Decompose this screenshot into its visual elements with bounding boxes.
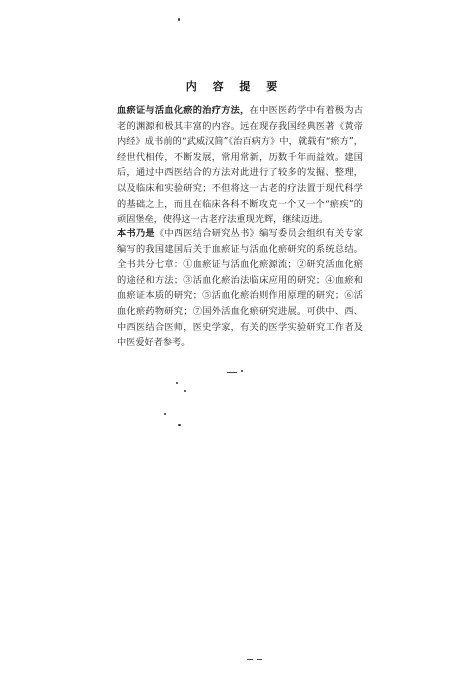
- scan-speck: [178, 424, 181, 426]
- summary-paragraph-1: [117, 103, 363, 228]
- scan-mark: [247, 659, 253, 660]
- paragraph-1-text: 在中医医药学中有着极为古老的渊源和极其丰富的内容。远在现存我国经典医著《黄帝内经》成书前的“武威汉简”《治百病方》中，就载有“瘀方”，经世代相传，不断发展，常用常新，历数千年而益效。建国后，通过中西医结合的方法对此进行了较多的发掘、整理，以及临床和实验研究；不但将这一古老的疗法置于现代科学的基础之上，而且在临床各科不断攻克一个又一个“瘀疾”的顽固堡垒，使得这一古老疗法重现光辉，继续迈进。: [117, 105, 364, 226]
- page-heading: 内 容 提 要: [185, 80, 284, 93]
- scan-mark: [257, 659, 262, 660]
- scan-mark: [227, 372, 237, 373]
- scan-speck: [176, 382, 178, 384]
- summary-paragraph-2: [117, 226, 363, 351]
- paragraph-1-lead: 血瘀证与活血化瘀的治疗方法，: [117, 105, 250, 116]
- paragraph-2-text: 《中西医结合研究丛书》编写委员会组织有关专家编写的我国建国后关于血瘀证与活血化瘀研究的系统总结。全书共分七章：①血瘀证与活血化瘀源流；②研究活血化瘀的途径和方法；③活血化瘀治法临床应用的研究；④血瘀和血瘀证本质的研究；⑤活血化瘀治则作用原理的研究；⑥活血化瘀药物研究；⑦国外活血化瘀研究进展。可供中、西、中西医结合医师，医史学家，有关的医学实验研究工作者及中医爱好者参考。: [117, 228, 363, 349]
- scan-speck: [178, 18, 180, 21]
- scan-speck: [184, 390, 186, 392]
- scan-speck: [164, 413, 166, 415]
- paragraph-2-lead: 本书乃是: [117, 228, 155, 239]
- scan-speck: [241, 370, 243, 372]
